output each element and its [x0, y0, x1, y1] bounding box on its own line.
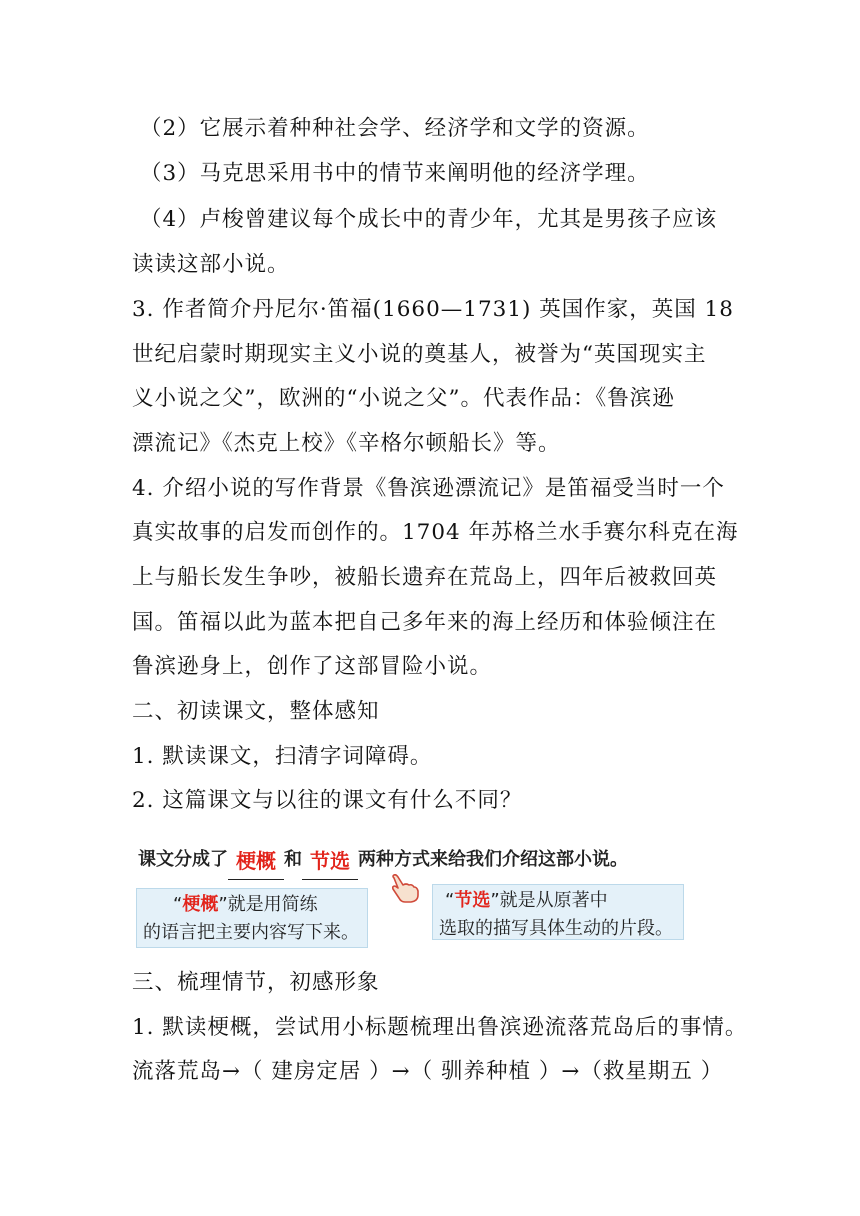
- text-line: （2）它展示着种种社会学、经济学和文学的资源。: [140, 116, 650, 141]
- text-line: 漂流记》《杰克上校》《辛格尔顿船长》等。: [132, 431, 561, 456]
- definition-text: ”就是用简练: [218, 894, 318, 915]
- definition-box-summary: [136, 888, 368, 948]
- text-line: 2. 这篇课文与以往的课文有什么不同？: [132, 788, 523, 813]
- term-summary: 梗概: [182, 894, 219, 915]
- text-line: 义小说之父”，欧洲的“小说之父”。代表作品：《鲁滨逊: [132, 386, 675, 411]
- illustration-figure: [132, 840, 732, 950]
- sentence-suffix: 两种方式来给我们介绍这部小说。: [358, 849, 628, 870]
- text-line: 上与船长发生争吵，被船长遗弃在荒岛上，四年后被救回英: [132, 565, 718, 590]
- blank-2: [302, 847, 358, 880]
- pointing-hand-icon: [388, 874, 420, 904]
- text-line: 鲁滨逊身上，创作了这部冒险小说。: [132, 654, 493, 679]
- definition-text: 的语言把主要内容写下来。: [143, 922, 359, 943]
- definition-box-excerpt: [432, 884, 684, 940]
- quote-mark: “: [173, 894, 183, 915]
- text-line: 4. 介绍小说的写作背景《鲁滨逊漂流记》是笛福受当时一个: [132, 476, 725, 501]
- text-line: （4）卢梭曾建议每个成长中的青少年，尤其是男孩子应该: [140, 207, 718, 232]
- section-heading: 三、梳理情节，初感形象: [132, 970, 380, 995]
- definition-text: ”就是从原著中: [490, 890, 608, 911]
- text-line: 1. 默读课文，扫清字词障碍。: [132, 744, 433, 769]
- sentence-middle: 和: [284, 849, 302, 870]
- text-line: 国。笛福以此为蓝本把自己多年来的海上经历和体验倾注在: [132, 610, 718, 635]
- text-line: 1. 默读梗概，尝试用小标题梳理出鲁滨逊流落荒岛后的事情。: [132, 1015, 748, 1040]
- illustration-sentence: [138, 840, 628, 880]
- definition-text: 选取的描写具体生动的片段。: [439, 918, 673, 939]
- term-excerpt: 节选: [454, 890, 491, 911]
- text-line: （3）马克思采用书中的情节来阐明他的经济学理。: [140, 161, 650, 186]
- quote-mark: “: [445, 890, 455, 911]
- text-line: 真实故事的启发而创作的。1704 年苏格兰水手赛尔科克在海: [132, 520, 739, 545]
- blank-1-answer: 梗概: [236, 849, 276, 873]
- blank-1: [228, 847, 284, 880]
- blank-2-answer: 节选: [310, 849, 350, 873]
- sentence-prefix: 课文分成了: [138, 849, 228, 870]
- text-line: 世纪启蒙时期现实主义小说的奠基人，被誉为“英国现实主: [132, 342, 707, 367]
- text-line: 3. 作者简介丹尼尔·笛福(1660—1731) 英国作家，英国 18: [132, 297, 734, 322]
- text-line: 读读这部小说。: [132, 252, 290, 277]
- section-heading: 二、初读课文，整体感知: [132, 699, 380, 724]
- plot-sequence: 流落荒岛→（ 建房定居 ）→（ 驯养种植 ）→（救星期五 ）: [132, 1059, 724, 1084]
